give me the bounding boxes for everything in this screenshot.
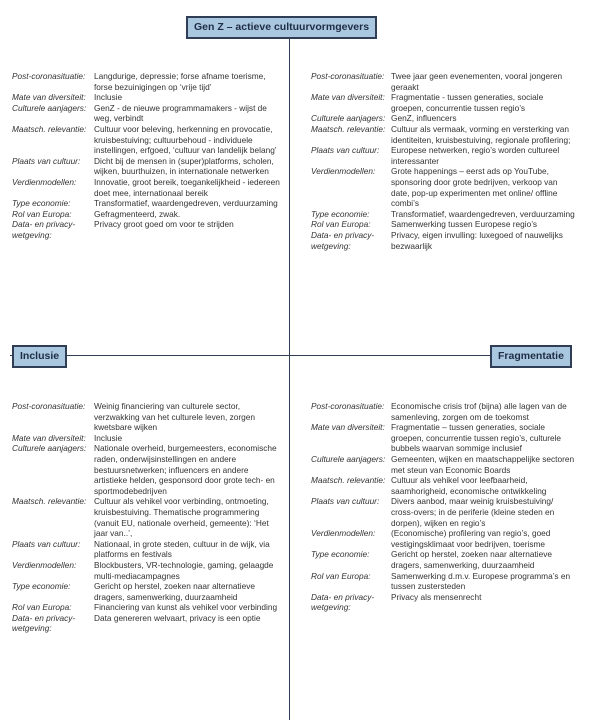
property-row	[311, 113, 577, 124]
property-key: Post-coronasituatie:	[12, 401, 86, 411]
property-key: Rol van Europa:	[311, 570, 371, 581]
property-row	[311, 528, 577, 549]
property-value: Financiering van kunst als vehikel voor verbinding	[94, 602, 278, 613]
property-key: Verdienmodellen:	[311, 166, 376, 177]
property-value: GenZ - de nieuwe programmamakers - wijst de weg, verbindt	[94, 102, 267, 124]
property-row	[311, 230, 577, 251]
property-value: Fragmentatie – tussen generaties, sociale groepen, concurrentie tussen regio’s, culturele bubbels waarvan sommige inclusief	[391, 422, 562, 454]
property-key: Verdienmodellen:	[12, 176, 77, 187]
property-value: Cultuur als vermaak, vorming en versterking van identiteiten, kruisbestuiving, regionale profilering;	[391, 123, 571, 145]
property-value: Gericht op herstel, zoeken naar alternatieve dragers, samenwerking, duurzaamheid	[94, 581, 255, 602]
property-value: Privacy groot goed om voor te strijden	[94, 219, 234, 230]
property-row	[12, 443, 282, 496]
property-value: Cultuur als vehikel voor leefbaarheid, saamhorigheid, economische ontwikkeling	[391, 475, 547, 496]
property-key: Mate van diversiteit:	[12, 432, 86, 443]
property-row	[311, 549, 577, 570]
property-key: Maatsch. relevantie:	[12, 496, 87, 507]
property-row	[311, 401, 577, 422]
property-key: Type economie:	[12, 581, 71, 592]
property-value: Inclusie	[94, 432, 123, 443]
property-value: Europese netwerken, regio’s worden cultureel interessanter	[391, 145, 560, 166]
property-row	[311, 496, 577, 528]
property-row	[311, 571, 577, 592]
property-key: Culturele aanjagers:	[311, 453, 386, 464]
property-value: Gemeenten, wijken en maatschappelijke sectoren met steun van Economic Boards	[391, 453, 575, 475]
property-value: Transformatief, waardengedreven, verduurzaming	[94, 198, 278, 209]
property-row	[311, 145, 577, 166]
property-key: Data- en privacy-wetgeving:	[311, 591, 375, 613]
property-row	[12, 433, 282, 444]
property-row	[12, 92, 282, 103]
property-value: Gefragmenteerd, zwak.	[94, 208, 181, 219]
property-value: GenZ, influencers	[391, 113, 457, 124]
property-row	[311, 219, 577, 230]
property-row	[311, 209, 577, 220]
property-value: Economische crisis trof (bijna) alle lagen van de samenleving, zorgen om de toekomst	[391, 401, 567, 422]
quadrant-bottom-right	[311, 401, 577, 613]
property-value: Weinig financiering van culturele sector, verzwakking van het culturele leven, zorgen kwetsbare wijken	[94, 401, 255, 433]
property-key: Culturele aanjagers:	[12, 102, 87, 113]
property-row	[12, 602, 282, 613]
quadrant-bottom-left	[12, 401, 282, 634]
property-row	[12, 496, 282, 538]
property-row	[12, 581, 282, 602]
property-value: Inclusie	[94, 92, 123, 103]
property-key: Mate van diversiteit:	[311, 92, 385, 103]
property-key: Post-coronasituatie:	[311, 71, 385, 81]
property-value: Gericht op herstel, zoeken naar alternatieve dragers, samenwerking, duurzaamheid	[391, 549, 552, 570]
property-key: Plaats van cultuur:	[311, 145, 380, 156]
property-row	[12, 560, 282, 581]
axis-label-top: Gen Z – actieve cultuurvormgevers	[186, 16, 377, 39]
property-row	[12, 156, 282, 177]
property-key: Verdienmodellen:	[311, 528, 376, 539]
property-key: Type economie:	[311, 549, 370, 560]
property-key: Data- en privacy-wetgeving:	[311, 229, 375, 251]
property-key: Data- en privacy-wetgeving:	[12, 612, 76, 634]
property-value: Fragmentatie - tussen generaties, sociale groepen, concurrentie tussen regio’s	[391, 92, 544, 113]
quadrant-top-left	[12, 71, 282, 241]
property-key: Post-coronasituatie:	[311, 401, 385, 411]
property-key: Plaats van cultuur:	[12, 538, 81, 549]
property-key: Plaats van cultuur:	[311, 496, 380, 507]
property-row	[12, 219, 282, 240]
property-key: Plaats van cultuur:	[12, 155, 81, 166]
property-key: Verdienmodellen:	[12, 559, 77, 570]
property-value: Nationale overheid, burgemeesters, economische raden, onderwijsinstellingen en andere bestuursnetwerken; influencers en andere artistieke helden, gesponsord door grote tech- en sportmodebedrijven	[94, 443, 277, 496]
vertical-axis	[289, 30, 290, 720]
property-row	[311, 124, 577, 145]
property-value: Dicht bij de mensen in (super)platforms, scholen, wijken, buurthuizen, in internationale netwerken	[94, 155, 274, 177]
property-key: Type economie:	[311, 208, 370, 219]
property-row	[311, 422, 577, 454]
property-row	[311, 475, 577, 496]
property-key: Mate van diversiteit:	[12, 92, 86, 103]
property-value: Blockbusters, VR-technologie, gaming, gelaagde multi-mediacampagnes	[94, 559, 274, 581]
property-key: Rol van Europa:	[12, 602, 72, 613]
property-row	[12, 103, 282, 124]
property-value: Samenwerking d.m.v. Europese programma’s en tussen zustersteden	[391, 570, 571, 592]
property-row	[12, 198, 282, 209]
property-value: Samenwerking tussen Europese regio’s	[391, 219, 538, 230]
property-value: (Economische) profilering van regio’s, goed vestigingsklimaat voor bedrijven, toerisme	[391, 528, 551, 549]
property-row	[311, 454, 577, 475]
axis-label-left: Inclusie	[12, 345, 67, 368]
horizontal-axis	[10, 355, 570, 356]
property-row	[12, 401, 282, 433]
property-key: Data- en privacy-wetgeving:	[12, 219, 76, 240]
quadrant-top-right	[311, 71, 577, 251]
property-key: Maatsch. relevantie:	[311, 123, 386, 134]
property-key: Maatsch. relevantie:	[311, 475, 386, 486]
property-key: Culturele aanjagers:	[12, 443, 87, 454]
property-key: Rol van Europa:	[12, 208, 72, 219]
property-value: Data genereren welvaart, privacy is een optie	[94, 612, 261, 623]
property-row	[12, 539, 282, 560]
property-key: Maatsch. relevantie:	[12, 123, 87, 134]
property-value: Cultuur als vehikel voor verbinding, ontmoeting, kruisbestuiving. Thematische programmering (vanuit EU, nationale overheid, gemeente): ‘Het jaar van..’,	[94, 496, 269, 539]
property-row	[311, 71, 577, 92]
property-key: Rol van Europa:	[311, 219, 371, 230]
property-row	[12, 177, 282, 198]
property-key: Mate van diversiteit:	[311, 422, 385, 433]
property-value: Grote happenings – eerst ads op YouTube, sponsoring door grote bedrijven, verkoop van date, pop-up experimenten met online/ offline combi’s	[391, 166, 558, 209]
axis-label-right: Fragmentatie	[490, 345, 572, 368]
property-row	[311, 592, 577, 613]
property-key: Culturele aanjagers:	[311, 113, 386, 124]
property-row	[12, 613, 282, 634]
property-value: Nationaal, in grote steden, cultuur in de wijk, via platforms en festivals	[94, 538, 270, 560]
property-value: Innovatie, groot bereik, toegankelijkheid - iedereen doet mee, internationaal bereik	[94, 176, 280, 198]
property-value: Cultuur voor beleving, herkenning en provocatie, kruisbestuiving; cultuurbehoud - individuele instellingen, erfgoed, ‘cultuur van landelijk belang’	[94, 123, 277, 156]
property-value: Divers aanbod, maar weinig kruisbestuiving/ cross-overs; in de periferie (kleine steden en dorpen), wijken en regio’s	[391, 496, 555, 528]
property-row	[12, 71, 282, 92]
property-row	[311, 92, 577, 113]
property-row	[12, 124, 282, 156]
property-row	[12, 209, 282, 220]
property-value: Langdurige, depressie; forse afname toerisme, forse bezuinigingen op ‘vrije tijd’	[94, 71, 266, 92]
property-row	[311, 166, 577, 208]
property-value: Privacy als mensenrecht	[391, 591, 482, 602]
property-key: Type economie:	[12, 198, 71, 209]
property-key: Post-coronasituatie:	[12, 71, 86, 81]
property-value: Privacy, eigen invulling: luxegoed of nauwelijks bezwaarlijk	[391, 229, 563, 251]
property-value: Twee jaar geen evenementen, vooral jongeren geraakt	[391, 71, 563, 92]
property-value: Transformatief, waardengedreven, verduurzaming	[391, 208, 575, 219]
